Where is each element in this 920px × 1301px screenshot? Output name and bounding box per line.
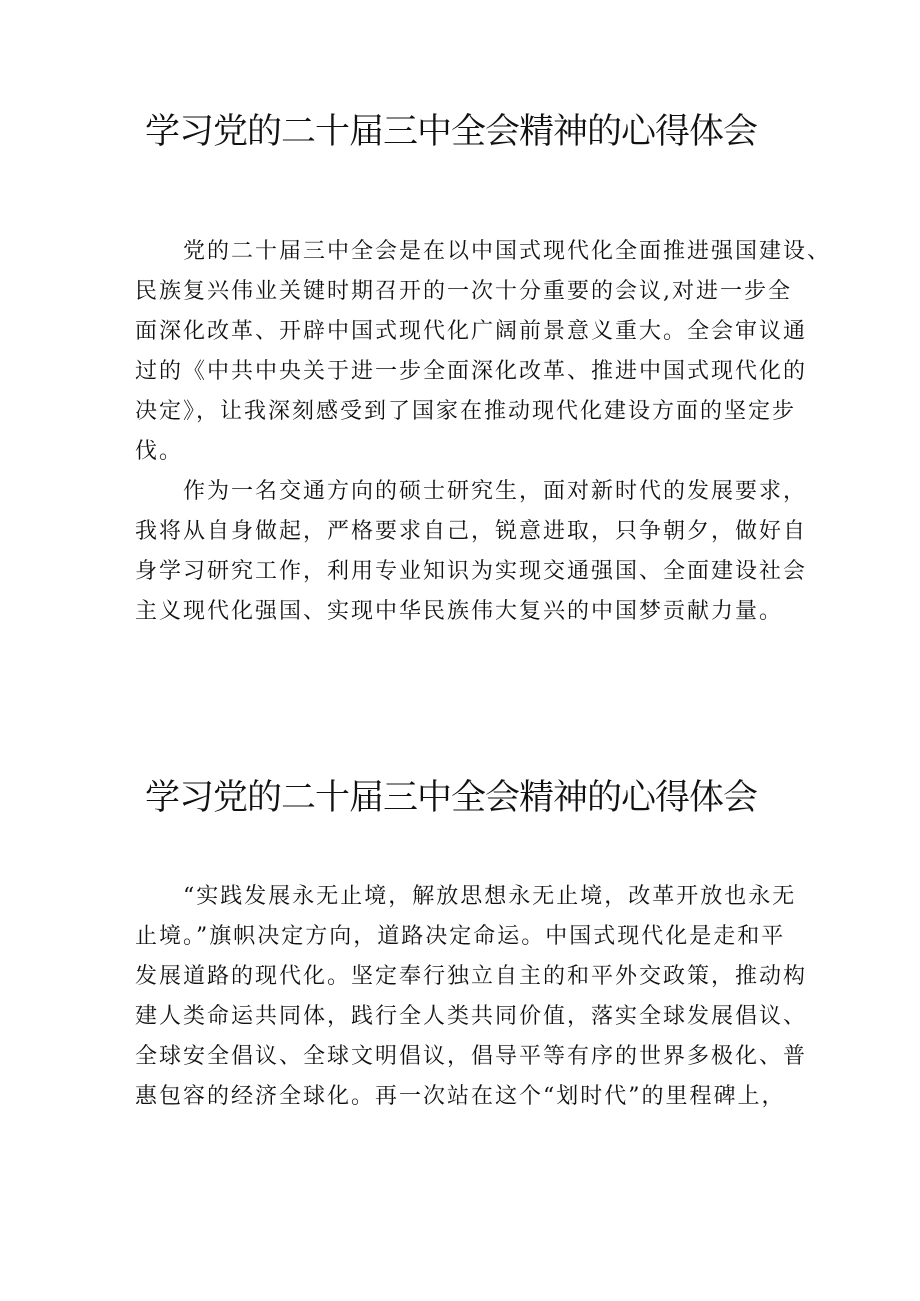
paragraph-line: “实践发展永无止境，解放思想永无止境，改革开放也永无 [183, 884, 797, 909]
paragraph-line: 全球安全倡议、全球文明倡议，倡导平等有序的世界多极化、普 [135, 1044, 808, 1069]
paragraph-line: 发展道路的现代化。坚定奉行独立自主的和平外交政策，推动构 [135, 964, 808, 989]
paragraph-line: 民族复兴伟业关键时期召开的一次十分重要的会议,对进一步全 [135, 279, 792, 304]
paragraph-line: 建人类命运共同体，践行全人类共同价值，落实全球发展倡议、 [135, 1004, 808, 1029]
paragraph-line: 伐。 [135, 439, 184, 464]
paragraph-line: 决定》，让我深刻感受到了国家在推动现代化建设方面的坚定步 [135, 399, 797, 424]
paragraph-line: 惠包容的经济全球化。再一次站在这个“划时代”的里程碑上， [135, 1084, 786, 1109]
paragraph-3 [135, 877, 815, 1117]
paragraph-line: 过的《中共中央关于进一步全面深化改革、推进中国式现代化的 [135, 359, 808, 384]
paragraph-1 [135, 232, 832, 472]
paragraph-line: 党的二十届三中全会是在以中国式现代化全面推进强国建设、 [183, 239, 832, 264]
article-body-1 [135, 232, 832, 632]
paragraph-line: 身学习研究工作，利用专业知识为实现交通强国、全面建设社会 [135, 559, 808, 584]
paragraph-line: 止境。”旗帜决定方向，道路决定命运。中国式现代化是走和平 [135, 924, 786, 949]
article-body-2 [135, 877, 815, 1117]
paragraph-line: 面深化改革、开辟中国式现代化广阔前景意义重大。全会审议通 [135, 319, 808, 344]
article-title-1: 学习党的二十届三中全会精神的心得体会 [145, 112, 758, 152]
paragraph-2 [135, 472, 815, 632]
article-title-2: 学习党的二十届三中全会精神的心得体会 [145, 778, 758, 818]
paragraph-line: 作为一名交通方向的硕士研究生，面对新时代的发展要求， [183, 479, 808, 504]
paragraph-line: 我将从自身做起，严格要求自己，锐意进取，只争朝夕，做好自 [135, 519, 808, 544]
paragraph-line: 主义现代化强国、实现中华民族伟大复兴的中国梦贡献力量。 [135, 599, 784, 624]
